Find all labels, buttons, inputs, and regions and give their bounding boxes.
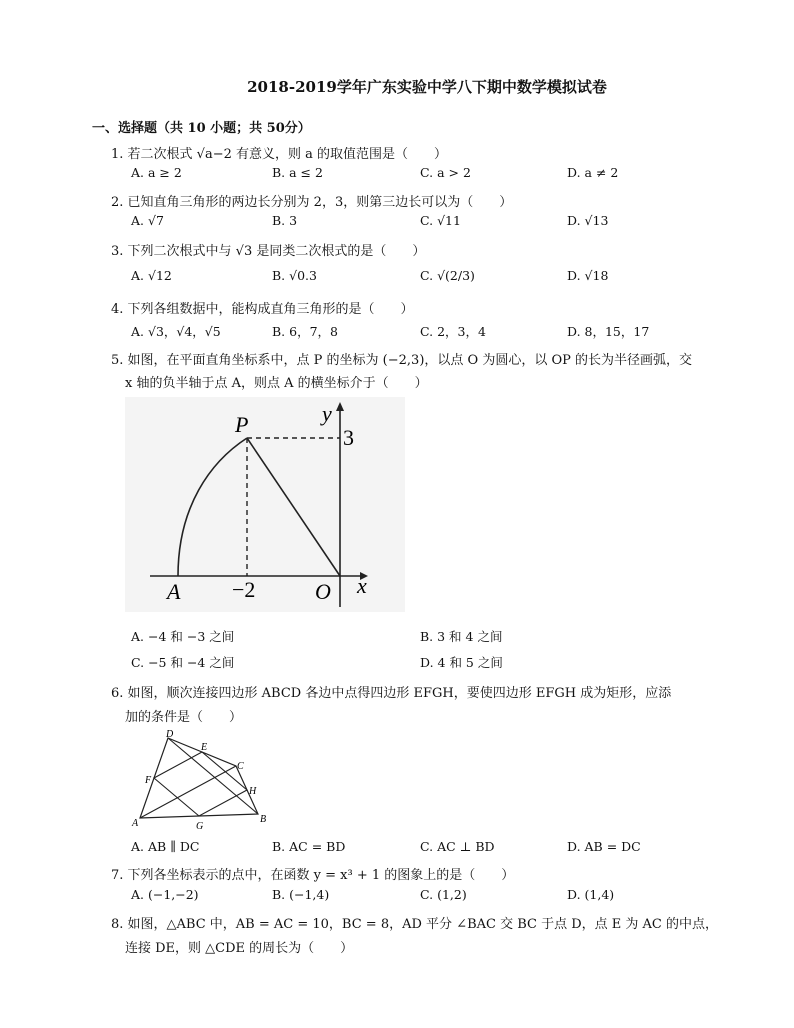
q6-option-a: A. AB ∥ DC <box>131 839 200 854</box>
label-y: y <box>322 401 332 426</box>
q2-option-b: B. 3 <box>272 213 298 228</box>
q7-option-b: B. (−1,4) <box>272 887 330 902</box>
q3-option-d: D. √18 <box>567 268 609 283</box>
label-neg2: −2 <box>232 577 256 602</box>
quadrilateral-EFGH <box>154 752 247 816</box>
q3-option-a: A. √12 <box>131 268 172 283</box>
q2-option-a: A. √7 <box>131 213 164 228</box>
q7-option-a: A. (−1,−2) <box>131 887 199 902</box>
q7-option-c: C. (1,2) <box>420 887 467 902</box>
question-5-stem-line1: 5. 如图，在平面直角坐标系中，点 P 的坐标为 (−2,3)，以点 O 为圆心，以 OP 的长为半径画弧，交 <box>111 353 692 368</box>
q5-coordinate-figure <box>125 397 405 612</box>
q4-option-b: B. 6，7，8 <box>272 324 338 339</box>
q5-option-b: B. 3 和 4 之间 <box>420 629 503 644</box>
question-7-stem: 7. 下列各坐标表示的点中，在函数 y = x³ + 1 的图象上的是（ ） <box>111 868 515 883</box>
label-B: B <box>260 814 267 825</box>
label-O: O <box>315 579 331 604</box>
q3-option-c: C. √(2/3) <box>420 268 475 283</box>
q5-option-c: C. −5 和 −4 之间 <box>131 655 235 670</box>
label-3: 3 <box>343 425 354 450</box>
question-3-stem: 3. 下列二次根式中与 √3 是同类二次根式的是（ ） <box>111 244 426 259</box>
q6-option-c: C. AC ⊥ BD <box>420 839 495 854</box>
q2-option-c: C. √11 <box>420 213 461 228</box>
label-x: x <box>357 573 367 598</box>
question-1-stem: 1. 若二次根式 √a−2 有意义，则 a 的取值范围是（ ） <box>111 147 448 162</box>
q1-option-a: A. a ≥ 2 <box>131 165 182 180</box>
q4-option-c: C. 2，3，4 <box>420 324 486 339</box>
q6-option-b: B. AC = BD <box>272 839 346 854</box>
question-8-stem-line1: 8. 如图，△ABC 中，AB = AC = 10，BC = 8，AD 平分 ∠BAC 交 BC 于点 D，点 E 为 AC 的中点， <box>111 917 719 932</box>
label-C: C <box>237 761 244 772</box>
question-6-stem-line1: 6. 如图，顺次连接四边形 ABCD 各边中点得四边形 EFGH，要使四边形 EFGH 成为矩形，应添 <box>111 686 672 701</box>
question-4-stem: 4. 下列各组数据中，能构成直角三角形的是（ ） <box>111 302 414 317</box>
q1-option-b: B. a ≤ 2 <box>272 165 323 180</box>
question-8-stem-line2: 连接 DE，则 △CDE 的周长为（ ） <box>125 941 354 956</box>
q6-quadrilateral-figure <box>128 728 273 834</box>
page-title: 2018-2019学年广东实验中学八下期中数学模拟试卷 <box>247 78 607 96</box>
question-2-stem: 2. 已知直角三角形的两边长分别为 2，3，则第三边长可以为（ ） <box>111 195 513 210</box>
q4-option-d: D. 8，15，17 <box>567 324 650 339</box>
question-6-stem-line2: 加的条件是（ ） <box>125 710 243 725</box>
label-G: G <box>196 821 204 832</box>
label-F: F <box>145 775 152 786</box>
q1-option-c: C. a > 2 <box>420 165 471 180</box>
q5-option-d: D. 4 和 5 之间 <box>420 655 503 670</box>
label-A: A <box>132 818 139 829</box>
diagonal-BD <box>168 738 258 814</box>
q7-option-d: D. (1,4) <box>567 887 615 902</box>
q4-option-a: A. √3，√4，√5 <box>131 324 221 339</box>
label-H: H <box>249 786 257 797</box>
diagonal-AC <box>140 766 236 818</box>
q1-option-d: D. a ≠ 2 <box>567 165 619 180</box>
label-A: A <box>167 579 181 604</box>
label-E: E <box>201 742 208 753</box>
label-D: D <box>166 729 174 740</box>
q5-option-a: A. −4 和 −3 之间 <box>131 629 235 644</box>
label-P: P <box>235 412 249 437</box>
section-heading: 一、选择题（共 10 小题；共 50分） <box>92 121 311 136</box>
q6-option-d: D. AB = DC <box>567 839 641 854</box>
q2-option-d: D. √13 <box>567 213 609 228</box>
q3-option-b: B. √0.3 <box>272 268 317 283</box>
quadrilateral-ABCD <box>140 738 258 818</box>
question-5-stem-line2: x 轴的负半轴于点 A，则点 A 的横坐标介于（ ） <box>125 376 428 391</box>
